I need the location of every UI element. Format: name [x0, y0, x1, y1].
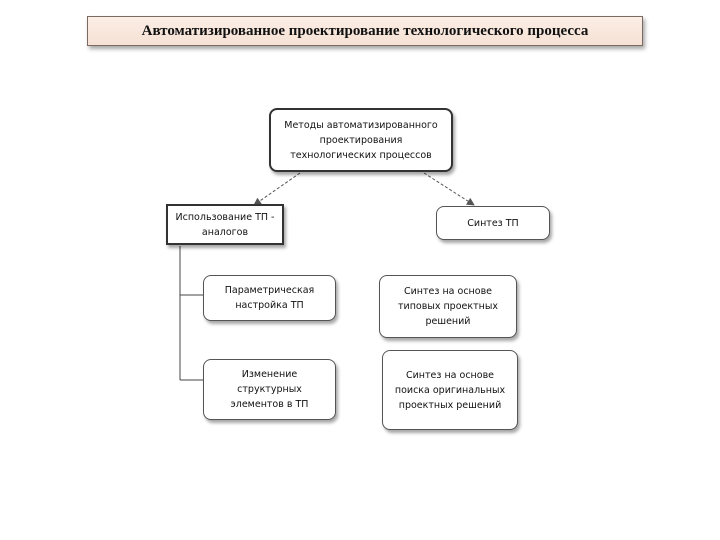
right-child-2-node — [382, 350, 518, 430]
right-branch-label: Синтез ТП — [467, 217, 519, 229]
left-branch-node — [166, 204, 284, 245]
right-child-1-label: Синтез на основе типовых проектных решений — [398, 286, 498, 327]
arrow-to-right-branch — [424, 173, 474, 205]
left-child-2-node — [203, 359, 336, 420]
left-branch-label: Использование ТП - аналогов — [175, 211, 275, 238]
left-child-2-label: Изменение структурных элементов в ТП — [230, 369, 309, 410]
page-title: Автоматизированное проектирование технологического процесса — [141, 22, 589, 39]
right-child-1-node — [379, 275, 517, 338]
arrow-to-left-branch — [254, 173, 300, 205]
right-child-2-label: Синтез на основе поиска оригинальных проектных решений — [394, 369, 506, 411]
root-node — [269, 108, 453, 172]
root-node-label: Методы автоматизированного проектирования технологических процессов — [284, 119, 438, 161]
right-branch-node — [436, 206, 550, 240]
left-child-1-node — [203, 275, 336, 321]
left-child-1-label: Параметрическая настройка ТП — [224, 285, 315, 311]
